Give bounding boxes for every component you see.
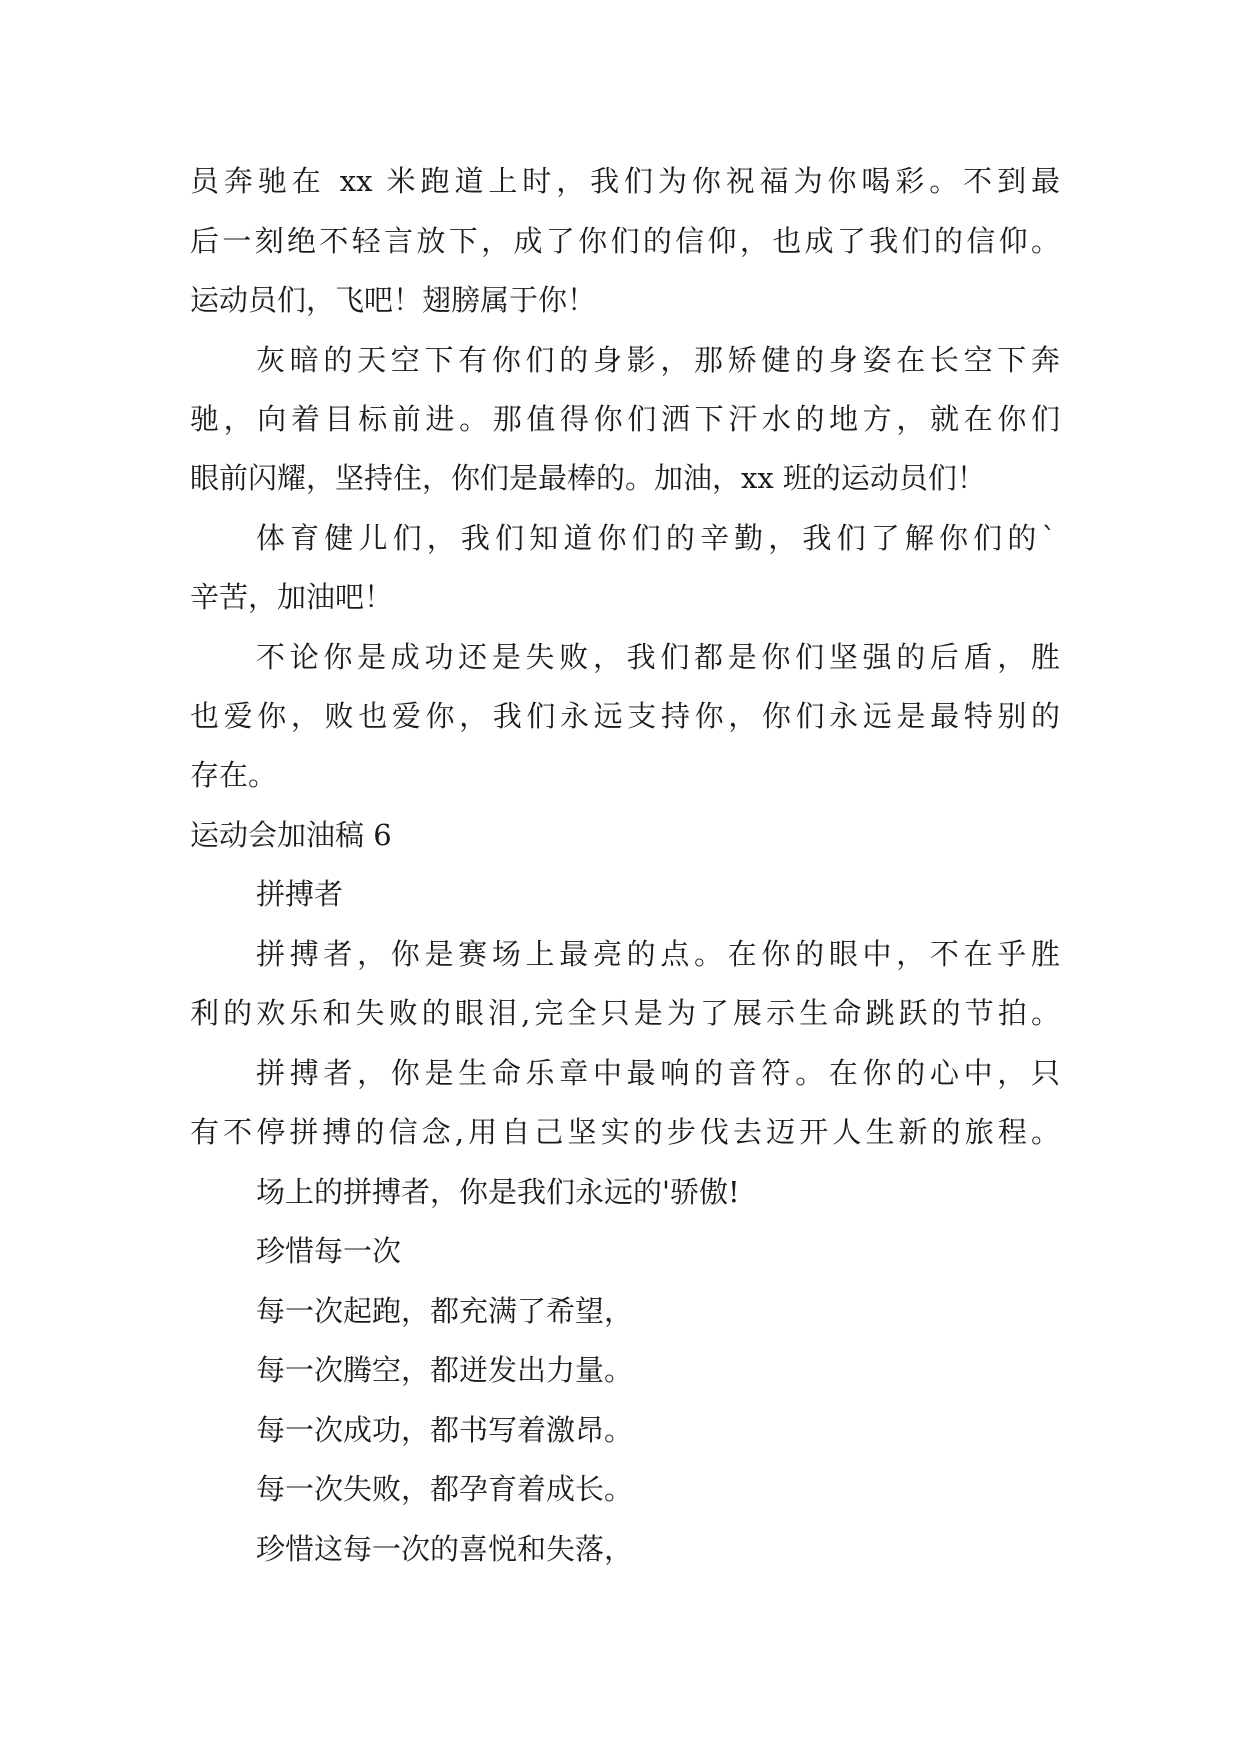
paragraph-line: 眼前闪耀，坚持住，你们是最棒的。加油，xx 班的运动员们！ [190, 461, 986, 495]
poem-line: 每一次腾空，都迸发出力量。 [256, 1353, 634, 1387]
paragraph-line: 也爱你，败也爱你，我们永远支持你，你们永远是最特别的 [190, 699, 1060, 733]
poem-line: 每一次起跑，都充满了希望， [256, 1294, 634, 1328]
poem-title: 珍惜每一次 [256, 1234, 402, 1268]
poem-line: 每一次失败，都孕育着成长。 [256, 1472, 634, 1506]
paragraph-line: 运动员们，飞吧！翅膀属于你！ [190, 283, 597, 317]
paragraph-line: 员奔驰在 xx 米跑道上时，我们为你祝福为你喝彩。不到最 [190, 164, 1060, 198]
paragraph-line: 存在。 [190, 758, 278, 792]
poem-line: 珍惜这每一次的喜悦和失落， [256, 1532, 634, 1566]
paragraph-line: 不论你是成功还是失败，我们都是你们坚强的后盾，胜 [256, 640, 1060, 674]
paragraph-line: 拼搏者，你是赛场上最亮的点。在你的眼中，不在乎胜 [256, 937, 1060, 971]
paragraph-line: 体育健儿们，我们知道你们的辛勤，我们了解你们的` [256, 521, 1056, 555]
paragraph-line: 灰暗的天空下有你们的身影，那矫健的身姿在长空下奔 [256, 343, 1060, 377]
paragraph-line: 后一刻绝不轻言放下，成了你们的信仰，也成了我们的信仰。 [190, 224, 1060, 258]
paragraph-line: 场上的拼搏者，你是我们永远的'骄傲! [256, 1175, 740, 1209]
paragraph-line: 驰，向着目标前进。那值得你们洒下汗水的地方，就在你们 [190, 402, 1060, 436]
paragraph-line: 辛苦，加油吧！ [190, 580, 394, 614]
paragraph-line: 有不停拼搏的信念,用自己坚实的步伐去迈开人生新的旅程。 [190, 1115, 1060, 1149]
paragraph-line: 拼搏者，你是生命乐章中最响的音符。在你的心中，只 [256, 1056, 1060, 1090]
poem-line: 每一次成功，都书写着激昂。 [256, 1413, 634, 1447]
poem-title: 拼搏者 [256, 877, 344, 911]
section-heading: 运动会加油稿 6 [190, 818, 392, 852]
paragraph-line: 利的欢乐和失败的眼泪,完全只是为了展示生命跳跃的节拍。 [190, 996, 1060, 1030]
